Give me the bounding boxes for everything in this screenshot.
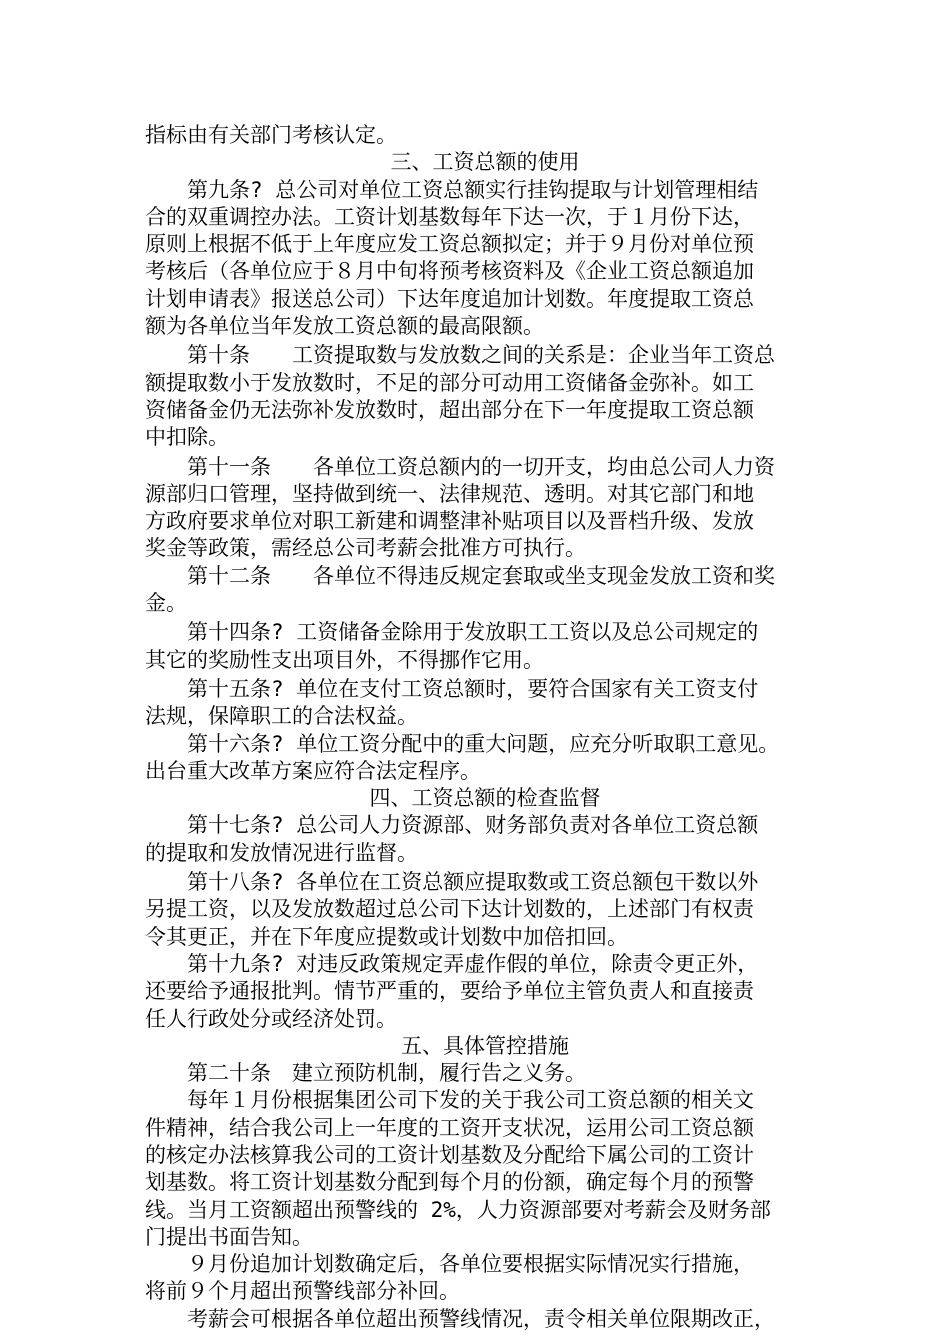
text-line: 额为各单位当年发放工资总额的最高限额。	[145, 314, 544, 339]
text-line: 的核定办法核算我公司的工资计划基数及分配给下属公司的工资计	[145, 1142, 754, 1167]
text-line: 资储备金仍无法弥补发放数时，超出部分在下一年度提取工资总额	[145, 397, 754, 422]
text-line: 源部归口管理，坚持做到统一、法律规范、透明。对其它部门和地	[145, 481, 754, 506]
article-17-line: 第十七条? 总公司人力资源部、财务部负责对各单位工资总额	[187, 813, 759, 838]
paragraph-line: 每年１月份根据集团公司下发的关于我公司工资总额的相关文	[187, 1088, 754, 1113]
article-16-line: 第十六条? 单位工资分配中的重大问题，应充分听取职工意见。	[187, 731, 780, 756]
text-line: 令其更正，并在下年度应提数或计划数中加倍扣回。	[145, 924, 628, 949]
article-9-line: 第九条? 总公司对单位工资总额实行挂钩提取与计划管理相结	[187, 177, 759, 202]
text-line: 额提取数小于发放数时，不足的部分可动用工资储备金弥补。如工	[145, 370, 754, 395]
article-18-line: 第十八条? 各单位在工资总额应提取数或工资总额包干数以外	[187, 870, 759, 895]
paragraph-line: 考薪会可根据各单位超出预警线情况，责令相关单位限期改正，	[187, 1306, 775, 1331]
article-11-line: 第十一条 各单位工资总额内的一切开支，均由总公司人力资	[187, 454, 775, 479]
text-line: 另提工资，以及发放数超过总公司下达计划数的，上述部门有权责	[145, 897, 754, 922]
text-line: 其它的奖励性支出项目外，不得挪作它用。	[145, 647, 544, 672]
text-line: 任人行政处分或经济处罚。	[145, 1006, 397, 1031]
article-10-line: 第十条 工资提取数与发放数之间的关系是：企业当年工资总	[187, 343, 775, 368]
article-19-line: 第十九条? 对违反政策规定弄虚作假的单位，除责令更正外，	[187, 951, 759, 976]
text-line: 奖金等政策，需经总公司考薪会批准方可执行。	[145, 536, 586, 561]
paragraph-line: ９月份追加计划数确定后，各单位要根据实际情况实行措施，	[187, 1252, 754, 1277]
article-15-line: 第十五条? 单位在支付工资总额时，要符合国家有关工资支付	[187, 676, 759, 701]
text-line: 指标由有关部门考核认定。	[145, 123, 397, 147]
text-line: 将前９个月超出预警线部分补回。	[145, 1279, 460, 1304]
text-line: 法规，保障职工的合法权益。	[145, 704, 418, 729]
section-heading: 三、工资总额的使用	[390, 150, 580, 175]
text-line: 方政府要求单位对职工新建和调整津补贴项目以及晋档升级、发放	[145, 509, 754, 534]
text-line: 划基数。将工资计划基数分配到每个月的份额，确定每个月的预警	[145, 1170, 754, 1195]
section-heading: 五、具体管控措施	[401, 1033, 569, 1058]
text-line: 中扣除。	[145, 425, 229, 450]
text-line: 门提出书面告知。	[145, 1224, 313, 1249]
text-line: 出台重大改革方案应符合法定程序。	[145, 758, 481, 783]
article-20-line: 第二十条 建立预防机制，履行告之义务。	[187, 1061, 586, 1086]
document-page	[145, 122, 825, 1333]
text-line: 件精神，结合我公司上一年度的工资开支状况，运用公司工资总额	[145, 1115, 754, 1140]
text-line: 计划申请表》报送总公司）下达年度追加计划数。年度提取工资总	[145, 286, 754, 311]
text-line: 金。	[145, 591, 187, 616]
text-line: 的提取和发放情况进行监督。	[145, 840, 418, 865]
text-line: 考核后（各单位应于８月中旬将预考核资料及《企业工资总额追加	[145, 259, 754, 284]
text-line: 线。当月工资额超出预警线的 2%，人力资源部要对考薪会及财务部	[145, 1197, 771, 1222]
article-14-line: 第十四条? 工资储备金除用于发放职工工资以及总公司规定的	[187, 620, 759, 645]
text-line: 原则上根据不低于上年度应发工资总额拟定；并于９月份对单位预	[145, 232, 754, 257]
text-line: 还要给予通报批判。情节严重的，要给予单位主管负责人和直接责	[145, 979, 754, 1004]
article-12-line: 第十二条 各单位不得违反规定套取或坐支现金发放工资和奖	[187, 563, 775, 588]
section-heading: 四、工资总额的检查监督	[369, 786, 601, 811]
text-line: 合的双重调控办法。工资计划基数每年下达一次，于１月份下达，	[145, 204, 754, 229]
